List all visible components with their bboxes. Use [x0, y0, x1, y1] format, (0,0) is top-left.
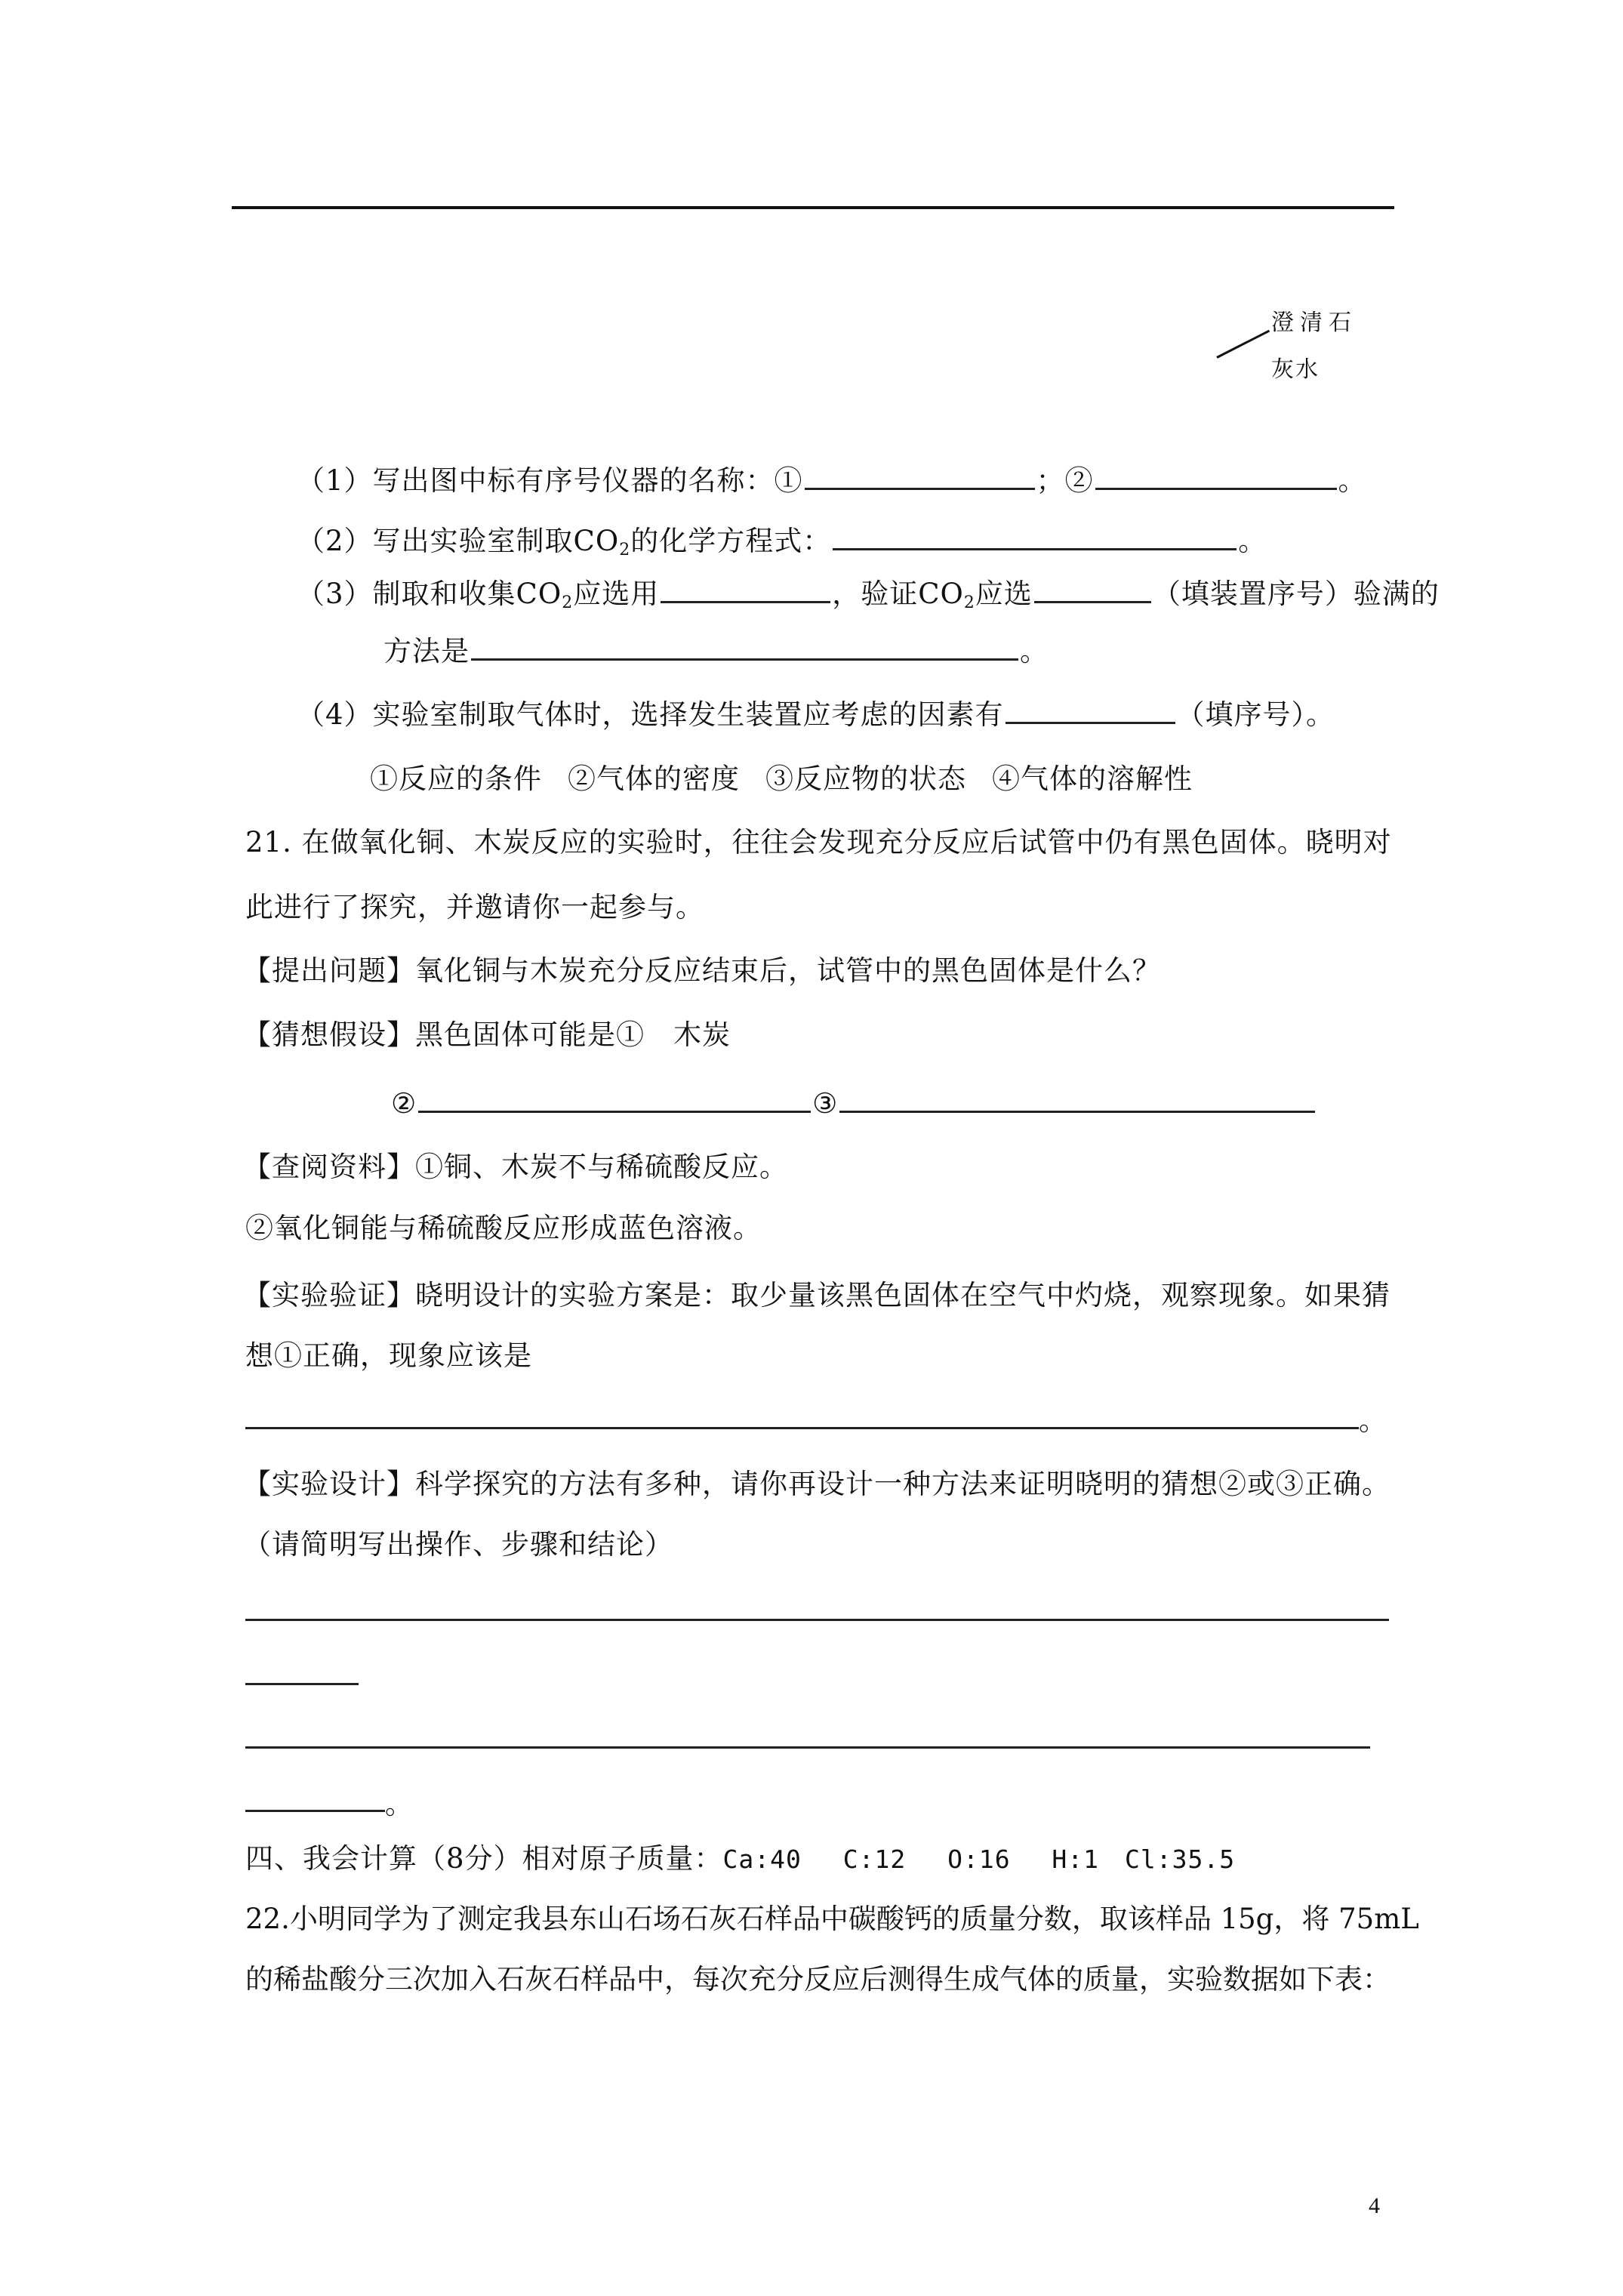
q20-part2-mid: 的化学方程式：: [630, 525, 832, 557]
q20-part4-options: [370, 761, 1193, 797]
answer-blank-method[interactable]: [471, 633, 1018, 661]
q20-part4-prefix: （4）实验室制取气体时，选择发生装置应考虑的因素有: [297, 698, 1004, 731]
co2-formula: [574, 525, 631, 557]
design-line1: 科学探究的方法有多种，请你再设计一种方法来证明晓明的猜想②或③正确。: [415, 1468, 1390, 1500]
q20-part3-line2: [383, 633, 1049, 670]
subscript-2: 2: [963, 593, 975, 612]
option-1: ①反应的条件: [370, 763, 542, 795]
q21-verification: [243, 1277, 1390, 1314]
atomic-masses: Ca:40 C:12 O:16 H:1 Cl:35.5: [722, 1845, 1236, 1874]
co2-formula: [918, 578, 975, 610]
reference-item-1: ①铜、木炭不与稀硫酸反应。: [415, 1151, 788, 1183]
q20-part2: [297, 522, 1267, 559]
answer-blank-apparatus[interactable]: [661, 575, 830, 603]
q21-hypothesis: [243, 1017, 731, 1053]
answer-blank-hypothesis-2[interactable]: [418, 1085, 811, 1113]
section-tag: 【实验验证】: [243, 1279, 415, 1311]
circled-2: ②: [1064, 464, 1094, 497]
separator: ；: [1036, 464, 1065, 497]
co2-formula: [516, 578, 574, 610]
q22-line2: 的稀盐酸分三次加入石灰石样品中，每次充分反应后测得生成气体的质量，实验数据如下表：: [245, 1963, 1390, 1996]
answer-line-design-1[interactable]: [245, 1619, 1389, 1621]
q20-part3: [297, 575, 1440, 612]
answer-line-design-2[interactable]: [245, 1683, 359, 1685]
q20-part1-prefix: （1）写出图中标有序号仪器的名称：: [297, 464, 775, 497]
q20-part2-prefix: （2）写出实验室制取: [297, 525, 574, 557]
figure-label-line2: 灰水: [1271, 356, 1320, 383]
option-2: ②气体的密度: [568, 763, 740, 795]
q21-hypothesis-blanks: [391, 1085, 1317, 1122]
page-number: 4: [1369, 2193, 1380, 2218]
answer-blank-instrument-1[interactable]: [805, 462, 1035, 490]
section-tag: 【实验设计】: [243, 1468, 415, 1500]
question-text: 氧化铜与木炭充分反应结束后，试管中的黑色固体是什么？: [415, 954, 1161, 987]
answer-blank-instrument-2[interactable]: [1095, 462, 1337, 490]
q20-part4-suffix: （填序号）。: [1176, 698, 1335, 731]
option-3: ③反应物的状态: [765, 763, 966, 795]
co-text: CO: [516, 578, 562, 610]
subscript-2: 2: [619, 541, 631, 559]
figure-leader-line: [1216, 330, 1270, 359]
hypothesis-text: 黑色固体可能是① 木炭: [415, 1019, 731, 1051]
verification-line1: 晓明设计的实验方案是：取少量该黑色固体在空气中灼烧，观察现象。如果猜: [415, 1279, 1390, 1311]
q20-part3-mid2: 应选: [975, 578, 1033, 610]
period: 。: [1359, 1404, 1387, 1437]
option-4: ④气体的溶解性: [992, 763, 1193, 795]
header-rule: [232, 206, 1394, 209]
q21-intro-line1: 21. 在做氧化铜、木炭反应的实验时，往往会发现充分反应后试管中仍有黑色固体。晓明对: [245, 826, 1392, 858]
q20-part3-suffix: （填装置序号）验满的: [1152, 578, 1440, 610]
section4-heading: [245, 1841, 1235, 1878]
answer-line-design-3[interactable]: [245, 1746, 1370, 1749]
q20-part3-prefix: （3）制取和收集: [297, 578, 516, 610]
q22-line1: 22.小明同学为了测定我县东山石场石灰石样品中碳酸钙的质量分数，取该样品 15g，将 75mL: [245, 1903, 1419, 1935]
period: 。: [385, 1788, 414, 1820]
q21-reference: [243, 1149, 788, 1185]
section-tag: 【提出问题】: [243, 954, 415, 987]
design-line2: （请简明写出操作、步骤和结论）: [243, 1528, 673, 1561]
co-text: CO: [918, 578, 964, 610]
q20-part4: [297, 696, 1335, 733]
answer-line-design-4[interactable]: [245, 1810, 385, 1812]
q21-design: [243, 1466, 1390, 1502]
answer-blank-equation[interactable]: [833, 522, 1236, 550]
circled-3: ③: [812, 1087, 839, 1120]
subscript-2: 2: [562, 593, 574, 612]
q21-question: [243, 953, 1161, 989]
verification-line2: 想①正确，现象应该是: [245, 1339, 532, 1372]
period: 。: [1238, 525, 1267, 557]
answer-blank-hypothesis-3[interactable]: [839, 1085, 1315, 1113]
section4-title: 四、我会计算（8分）相对原子质量：: [245, 1842, 723, 1875]
answer-blank-verify[interactable]: [1034, 575, 1151, 603]
period: 。: [1020, 635, 1049, 667]
q20-part1: [297, 462, 1367, 499]
answer-line-phenomenon[interactable]: [245, 1427, 1359, 1429]
section-tag: 【查阅资料】: [243, 1151, 415, 1183]
answer-blank-factors[interactable]: [1006, 696, 1175, 724]
circled-1: ①: [774, 464, 803, 497]
q20-part3-comma: ，验证: [832, 578, 919, 610]
q21-intro-line2: 此进行了探究，并邀请你一起参与。: [245, 891, 704, 923]
q20-part3-method-label: 方法是: [383, 635, 470, 667]
reference-item-2: ②氧化铜能与稀硫酸反应形成蓝色溶液。: [245, 1212, 762, 1244]
period: 。: [1338, 464, 1367, 497]
q20-part3-mid1: 应选用: [573, 578, 660, 610]
circled-2: ②: [391, 1087, 417, 1120]
section-tag: 【猜想假设】: [243, 1019, 415, 1051]
co-text: CO: [573, 525, 620, 557]
figure-label-line1: 澄清石: [1271, 310, 1357, 336]
